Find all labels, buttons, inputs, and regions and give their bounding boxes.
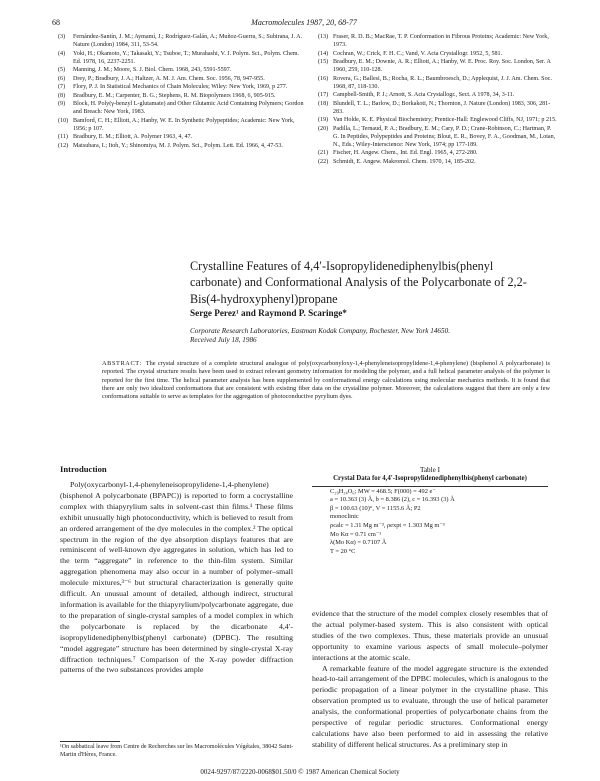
- reference-text: Flory, P. J. In Statistical Mechanics of Chain Molecules; Wiley: New York, 1969, p 277.: [73, 84, 288, 91]
- reference-text: Drey, P.; Bradbury, J. A.; Haltzer, A. M. J. Am. Chem. Soc. 1956, 78, 947-955.: [73, 75, 265, 82]
- reference-item: [58, 133, 308, 141]
- reference-number: (5): [58, 67, 66, 74]
- intro-heading: Introduction: [60, 464, 107, 474]
- table-row: C₂₉H₂₄O₆; MW = 468.5; F(000) = 492 e⁻: [330, 487, 436, 495]
- reference-item: [318, 100, 558, 116]
- page-header: [52, 18, 556, 32]
- abstract: [102, 360, 550, 401]
- footnote-rule: [60, 741, 120, 742]
- reference-item: [58, 75, 308, 83]
- reference-text: Blundell, T. L.; Barlow, D.; Borkakoti, N.; Thornton, J. Nature (London) 1983, 306, 281-283.: [333, 100, 551, 115]
- table-row: β = 100.63 (10)°, V = 1155.6 Å; P2: [330, 504, 421, 512]
- reference-number: (9): [58, 101, 66, 108]
- reference-text: Bradbury, E. M.; Carpenter, B. G.; Stephens, R. M. Biopolymers 1968, 6, 905-915.: [73, 92, 276, 99]
- reference-number: (10): [58, 117, 69, 124]
- table-title: Crystal Data for 4,4′-Isopropylidenediphenylbis(phenyl carbonate): [333, 475, 527, 482]
- right-paragraph-2: A remarkable feature of the model aggregate structure is the extended head-to-tail arrangement of the DPBC molecules, which is analogous to the periodic propagation of a linear polymer in the crystalline phase. This observation prompted us to evaluate, through the use of helical parameter analysis, the conformational properties of polycarbonate chains from the perspective of regular periodic structures. Conformational energy calculations have also been performed to aid in assessing the relative stability of different helical structures. As a preliminary step in: [312, 663, 548, 749]
- reference-number: (11): [58, 134, 68, 141]
- reference-number: (16): [318, 75, 329, 82]
- reference-number: (15): [318, 59, 329, 66]
- reference-number: (19): [318, 117, 329, 124]
- abstract-text: The crystal structure of a complete structural analogue of poly(oxycarbonyloxy-1,4-phenyleneisopropylidene-1,4-phenylene) (bisphenol A polycarbonate) is reported. The crystal structure results have been used to extract relevant geometry information for modeling the polymer, and a full helical parameter analysis of the polymer is reported for the first time. The helical parameter analysis has been supplemented by conformational energy calculations using molecular mechanics methods. It is found that there are only two idealized conformations that are consistent with existing fiber data on the crystalline polymer. Moreover, the calculations suggest that there are only a few conformations suitable to serve as templates for the aggregation of photoconductive pyrylium dyes.: [102, 360, 550, 401]
- reference-text: Bradbury, E. M.; Elliott, A. Polymer 1963, 4, 47.: [73, 134, 193, 141]
- reference-text: Cochran, W.; Crick, F. H. C.; Vand, V. Acta Crystallogr. 1952, 5, 581.: [333, 50, 503, 57]
- reference-number: (17): [318, 92, 329, 99]
- reference-item: [318, 125, 558, 149]
- reference-item: [58, 92, 308, 100]
- crystal-data-table: [312, 466, 548, 556]
- reference-number: (18): [318, 100, 329, 107]
- footnote: ¹On sabbatical leave from Centre de Recherches sur les Macromolécules Végétales, 38042 Saint-Martin d'Hères, France.: [60, 744, 294, 758]
- reference-item: [318, 149, 558, 157]
- abstract-label: ABSTRACT:: [102, 360, 142, 367]
- references-right-column: [318, 33, 558, 166]
- table-row: a = 10.363 (3) Å, b = 8.386 (2), c = 16.393 (3) Å: [330, 496, 455, 504]
- reference-text: Padilla, L.; Ternaud, P. A.; Bradbury, E. M.; Cary, P. D.; Crane-Robinson, C.; Hartman, P. G. In Peptides, Polypeptides and Proteins; Blout, E. R., Bovey, F. A., Goodman, M., Lotan, N., Eds.; Wiley-Interscience: New York, 1974; pp 177-189.: [333, 125, 556, 148]
- affiliation: [190, 327, 530, 346]
- table-rows: [312, 488, 548, 557]
- reference-text: Matsubara, I.; Itoh, Y.; Shinomiya, M. J. Polym. Sci., Polym. Lett. Ed. 1966, 4, 47-53.: [73, 142, 283, 149]
- reference-number: (4): [58, 50, 66, 57]
- table-rule: [312, 486, 548, 487]
- reference-text: Schmidt, E. Angew. Makromol. Chem. 1970, 14, 185-202.: [333, 158, 476, 165]
- reference-text: Fischer, H. Angew. Chem., Int. Ed. Engl. 1965, 4, 272-280.: [333, 150, 478, 157]
- table-row: ρcalc = 1.31 Mg m⁻³, ρexpt = 1.303 Mg m⁻³: [330, 521, 445, 529]
- received-date: Received July 18, 1986: [190, 336, 257, 345]
- reference-number: (6): [58, 75, 66, 82]
- affiliation-text: Corporate Research Laboratories, Eastman Kodak Company, Rochester, New York 14650.: [190, 327, 451, 335]
- reference-number: (14): [318, 50, 329, 57]
- table-row: monoclinic: [330, 513, 359, 521]
- reference-number: (20): [318, 125, 329, 132]
- journal-citation: Macromolecules 1987, 20, 68-77: [251, 18, 357, 27]
- reference-text: Bamford, C. H.; Elliott, A.; Hanby, W. E. In Synthetic Polypeptides; Academic: New York, 1956; p 107.: [73, 117, 295, 132]
- reference-text: Yoki, H.; Okamoto, Y.; Takasaki, Y.; Tsuboe, T.; Murahashi, V. J. Polym. Sci., Polym. Chem. Ed. 1978, 16, 2237-2251.: [73, 50, 300, 65]
- reference-number: (7): [58, 84, 66, 91]
- reference-item: [318, 33, 558, 49]
- reference-item: [58, 33, 308, 49]
- intro-paragraph: Poly(oxycarbonyl-1,4-phenyleneisopropylidene-1,4-phenylene) (bisphenol A polycarbonate (BPAPC)) is reported to form a cocrystalline complex with thiapyrylium salts in solvent-cast thin films.¹ These films exhibit unusually high photoconductivity, which is believed to result from an ordered arrangement of the dye molecules in the complex.² The optical spectrum in the region of the dye absorption displays features that are reminiscent of well-known dye aggregates in solution, which has led to the term “aggregate” in reference to the thin-film system. Similar aggregation phenomena may also occur in a number of polymer–small molecule mixtures,³⁻⁶ but structural characterization is generally quite difficult. An unusual amount of detailed, although indirect, structural information is available for the thiapyrylium/polycarbonate aggregate, due to the preparation of single-crystal samples of a model complex in which the polycarbonate is replaced by the dicarbonate 4,4′-isopropylidenediphenylbis(phenyl carbonate) (DPBC). The resulting “model aggregate” structure has been determined by single-crystal X-ray diffraction techniques.⁷ Comparison of the X-ray powder diffraction patterns of the two substances provides ample: [60, 480, 293, 675]
- reference-item: [318, 116, 558, 124]
- reference-item: [318, 58, 558, 74]
- reference-number: (12): [58, 142, 69, 149]
- reference-item: [58, 100, 308, 116]
- reference-text: Fraser, R. D. B.; MacRae, T. P. Conformation in Fibrous Proteins; Academic: New York, 1973.: [333, 34, 549, 49]
- copyright-line: 0024-9297/87/2220-0068$01.50/0 © 1987 American Chemical Society: [200, 768, 400, 776]
- reference-item: [318, 158, 558, 166]
- intro-column: [60, 480, 293, 676]
- table-row: Mo Kα = 0.71 cm⁻¹: [330, 530, 382, 538]
- reference-text: Van Holde, K. E. Physical Biochemistry; Prentice-Hall: Englewood Cliffs, NJ, 1971; p 215.: [333, 117, 557, 124]
- reference-number: (21): [318, 150, 329, 157]
- table-caption: Table I: [419, 466, 441, 474]
- article-title: Crystalline Features of 4,4′-Isopropylidenediphenylbis(phenyl carbonate) and Conformational Analysis of the Polycarbonate of 2,2-Bis(4-hydroxyphenyl)propane: [190, 259, 527, 306]
- reference-item: [58, 50, 308, 66]
- reference-text: Fernández-Santín, J. M.; Aymamí, J.; Rodríguez-Galán, A.; Muñoz-Guerra, S.; Subirana, J. A. Nature (London) 1984, 311, 53-54.: [73, 34, 303, 49]
- reference-number: (3): [58, 34, 66, 40]
- article-authors: Serge Perez¹ and Raymond P. Scaringe*: [190, 308, 347, 318]
- reference-item: [58, 66, 308, 74]
- reference-number: (8): [58, 92, 66, 99]
- reference-item: [318, 75, 558, 91]
- reference-number: (22): [318, 158, 329, 165]
- references-left-column: [58, 33, 308, 150]
- reference-item: [58, 83, 308, 91]
- reference-item: [58, 142, 308, 150]
- reference-item: [58, 117, 308, 133]
- reference-text: Bradbury, E. M.; Downie, A. R.; Elliott, A.; Hanby, W. E. Proc. Roy. Soc. London, Ser. A 1960, 259, 110-128.: [333, 59, 551, 74]
- reference-text: Manning, J. M.; Moore, S. J. Biol. Chem. 1968, 243, 5591-5597.: [73, 67, 232, 74]
- table-row: T = 20 °C: [330, 547, 356, 555]
- reference-number: (13): [318, 34, 329, 40]
- reference-text: Campbell-Smith, P. J.; Arnott, S. Acta Crystallogr., Sect. A 1978, 34, 3-11.: [333, 92, 515, 99]
- reference-item: [318, 91, 558, 99]
- reference-text: Block, H. Poly(γ-benzyl L-glutamate) and Other Glutamic Acid Containing Polymers; Gordon and Breach: New York, 1983.: [73, 101, 304, 116]
- reference-text: Rovera, G.; Ballesi, B.; Rocha, R. L.; Baumbroesch, D.; Applequist, J. J. Am. Chem. Soc. 1968, 87, 118-130.: [333, 75, 552, 90]
- right-paragraph-1: evidence that the structure of the model complex closely resembles that of the actual polymer-based system. This is also consistent with optical studies of the two complexes. Thus, these materials provide an unusual opportunity to examine various aspects of small molecule–polymer interactions at the atomic scale.: [312, 609, 548, 662]
- reference-item: [318, 50, 558, 58]
- page-number: 68: [52, 18, 60, 27]
- table-row: λ(Mo Kα) = 0.7107 Å: [330, 539, 387, 547]
- right-column-text: [312, 609, 548, 751]
